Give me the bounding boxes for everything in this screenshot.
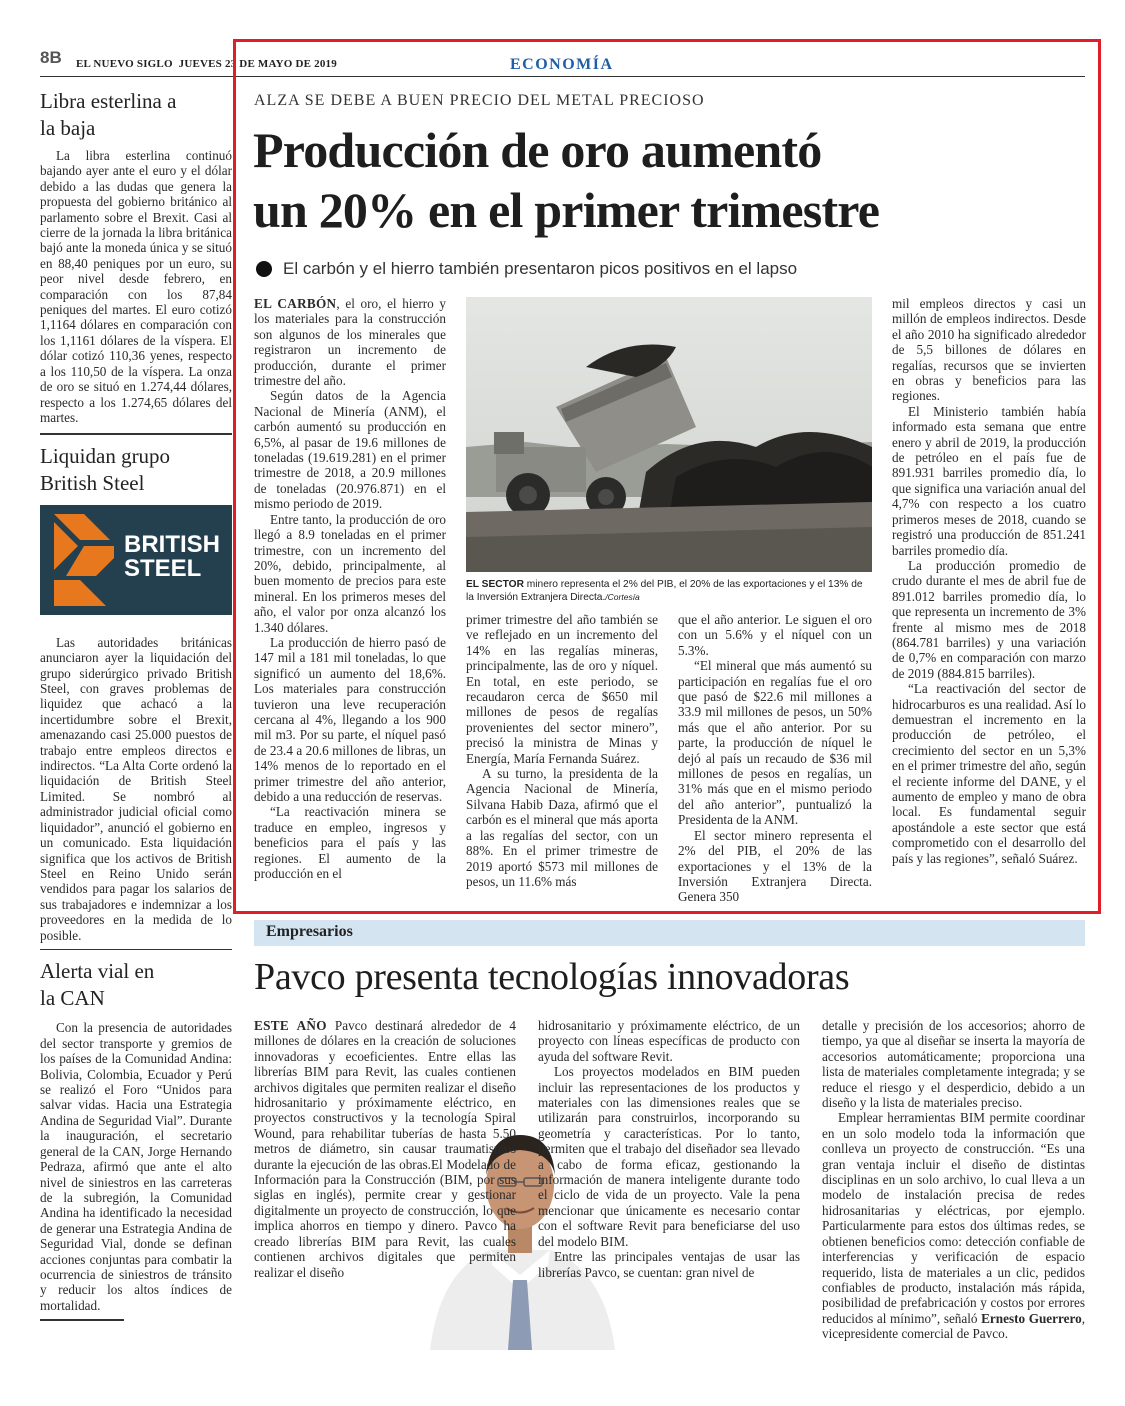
brief-separator: [40, 433, 232, 435]
article-lead: EL CARBÓN: [254, 296, 337, 311]
bullet-icon: [256, 261, 272, 277]
brief-title: Liquidan grupo British Steel: [40, 443, 171, 495]
article-column-2: primer trimestre del año también se ve reflejado en un incremento del 14% en las regalías mineras, principalmente, las de oro y níquel. En total, en este periodo, se recaudaron cerca de $650 mil millones de pesos de regalías provenientes del sector minero”, precisó la ministra de Minas y Energía, María Fernanda Suárez. A su turno, la presidenta de la Agencia Nacional de Minería, Silvana Habib Daza, afirmó que el carbón es el mineral que más aporta a las regalías del sector, con un 88%. En el primer trimestre de 2019 aportó $573 mil millones de pesos, un 11.6% más: [466, 612, 658, 889]
article-subhead: El carbón y el hierro también presentaron picos positivos en el lapso: [283, 259, 798, 278]
logo-text: BRITISH STEEL: [124, 530, 220, 582]
brief-body: Las autoridades británicas anunciaron ayer la liquidación del grupo siderúrgico privado British Steel, con graves problemas de liquidez que achacó a la incertidumbre sobre el Brexit, amenazando casi 25.000 puestos de trabajo entre empleos directos e indirectos. “La Alta Corte ordenó la liquidación de British Steel Limited. Se nombró al administrador judicial oficial como liquidador”, anunció el gobierno en un comunicado. Esta liquidación significa que los activos de British Steel en Reino Unido serán vendidos para pagar los salarios de sus trabajadores e indemnizar a los proveedores en la medida de lo posible.: [40, 634, 232, 943]
paper-dateline: EL NUEVO SIGLO JUEVES 23 DE MAYO DE 2019: [76, 58, 337, 70]
section-title: ECONOMÍA: [510, 56, 614, 73]
brief-body: Con la presencia de autoridades del sector transporte y gremios de los países de la Comunidad Andina: Bolivia, Colombia, Ecuador y Perú se realizó el Foro “Unidos para salvar vidas. Hacia una Estrategia Andina de Seguridad Vial”. Durante la inauguración, el secretario general de la CAN, Jorge Hernando Pedraza, afirmó que ante el alto nivel de siniestros en las carreteras de la subregión, la Comunidad Andina ha identificado la necesidad de generar una Estrategia Andina de Seguridad Vial, donde se definan acciones conjuntas para combatir la ocurrencia de siniestros de tránsito y reducir los altos índices de mortalidad.: [40, 1020, 232, 1313]
mining-photo: [466, 297, 872, 572]
photo-caption: EL SECTOR minero representa el 2% del PIB, el 20% de las exportaciones y el 13% de la Inversión Extranjera Directa./Cortesía: [466, 579, 863, 603]
second-column-1: ESTE AÑO Pavco destinará alrededor de 4 millones de dólares en la creación de soluciones innovadoras y ecoeficientes. Entre ellas las librerías BIM para Revit, las cuales contienen archivos digitales que permiten realizar el diseño hidrosanitario y próximamente eléctrico, en proyectos constructivos y la tecnología Spiral Wound, para rehabilitar tuberías de hasta 5.50 metros de diámetro, sin causar traumatismos durante la ejecución de las obras.El Modelado de Información para la Construcción (BIM, por sus siglas en inglés), permite crear y gestionar digitalmente un proyecto de construcción, lo que implica ahorros en tiempo y dinero. Pavco ha creado librerías BIM para Revit, las cuales contienen archivos digitales que permiten realizar el diseño: [254, 1018, 517, 1280]
article-column-3: que el año anterior. Le siguen el oro con un 5.6% y el níquel con un 5.3%. “El mineral que más aumentó su participación en regalías fue el oro que pasó de $22.6 mil millones a 33.9 mil millones de pesos, un 50% más que el año anterior. Por su parte, la producción de níquel le dejó al país un recaudo de $36 mil millones de pesos en regalías, un 31% más que en el mismo periodo del año anterior”, puntualizó la Presidenta de la ANM. El sector minero representa el 2% del PIB, el 20% de las exportaciones y el 13% de la Inversión Extranjera Directa. Genera 350: [678, 612, 872, 905]
article-kicker: ALZA SE DEBE A BUEN PRECIO DEL METAL PRECIOSO: [254, 92, 705, 109]
quote-signature: Ernesto Guerrero: [981, 1310, 1082, 1326]
second-column-3: detalle y precisión de los accesorios; ahorro de tiempo, ya que al diseñar se inserta la mayoría de accesorios automáticamente; proporciona una lista de materiales completamente integrada; y se reduce el riesgo y el desperdicio, debido a un diseño y la lista de materiales preciso. Emplear herramientas BIM permite coordinar en un solo modelo toda la información que conlleva un proyecto de construcción. “Es una gran ventaja incluir el diseño de distintas disciplinas en un solo archivo, lo cual lleva a un modelo de instalación precisa de redes hidrosanitarias y eléctricas, por ejemplo. Particularmente para estos dos últimas redes, se obtienen beneficios como: detección confiable de interferencias y verificación de espacio requerido, lista de materiales a un clic, pedidos confiables de producto, instalación más rápida, posibilidad de prefabricación y costos por errores reducidos al mínimo”, señaló Ernesto Guerrero, vicepresidente comercial de Pavco.: [822, 1018, 1085, 1342]
second-headline: Pavco presenta tecnologías innovadoras: [254, 956, 850, 998]
article-column-4: mil empleos directos y casi un millón de empleos indirectos. Desde el año 2010 ha significado alrededor de 5,5 billones de dólares en regalías, recursos que se invierten en obras y beneficios para las regiones. El Ministerio también había informado esta semana que entre enero y abril de 2019, la producción de petróleo en el país fue de 891.931 barriles promedio día, lo que significa una variación anual del 4,7% con respecto a los cuatro primeros meses de 2018, cuando se registró una producción de 851.241 barriles promedio día. La producción promedio de crudo durante el mes de abril fue de 891.012 barriles promedio día, lo que representa un incremento de 3% frente al mismo mes de 2018 (864.781 barriles) y una variación de 0,7% en comparación con marzo de 2019 (884.815 barriles). “La reactivación del sector de hidrocarburos es una realidad. Así lo demuestran el incremento en la producción de petróleo, el crecimiento del sector en un 5,3% en el primer trimestre del año, según el reciente informe del DANE, y el aumento de empleo y mano de obra local. Es fundamental seguir apostándole a este sector que está comprometido con el desarrollo del país y las regiones”, señaló Suárez.: [892, 296, 1086, 866]
brief-title: Alerta vial en la CAN: [40, 959, 155, 1011]
british-steel-logo: [40, 505, 232, 615]
article-column-1: EL CARBÓN, el oro, el hierro y los materiales para la construcción son algunos de los minerales que registraron un incremento de producción, durante el primer trimestre del año. Según datos de la Agencia Nacional de Minería (ANM), el carbón aumentó su producción en 6,5%, al pasar de 19.6 millones de toneladas (19.619.281) en el primer trimestre de 2018, a 20.9 millones de toneladas (20.976.871) en el mismo periodo de 2019. Entre tanto, la producción de oro llegó a 8.9 toneladas en el primer trimestre, con un incremento del 20%, debido, principalmente, al buen momento de precios para este mineral. En los primeros meses del año, el valor por onza alcanzó los 1.340 dólares. La producción de hierro pasó de 147 mil a 181 mil toneladas, lo que significó un aumento del 18,6%. Los materiales para construcción tuvieron una leve recuperación cercana al 4%, llegando a los 900 mil m3. Por su parte, el níquel pasó de 23.4 a 20.6 millones de libras, un 14% menos de lo reportado en el primer trimestre del año anterior, debido a una reducción de reservas. “La reactivación minera se traduce en empleo, ingresos y beneficios para el país y las regiones. El aumento de la producción en el: [254, 296, 446, 882]
brief-title: Libra esterlina a la baja: [40, 89, 177, 140]
page-number: 8B: [40, 48, 62, 67]
british-steel-mark-icon: [50, 510, 130, 610]
brief-separator: [40, 949, 232, 951]
section-bar: [254, 920, 1085, 946]
article-headline: Producción de oro aumentó un 20% en el primer trimestre: [253, 122, 880, 238]
second-column-2: hidrosanitario y próximamente eléctrico, de un proyecto con líneas específicas de producto con ayuda del software Revit. Los proyectos modelados en BIM pueden incluir las representaciones de los productos y materiales con las dimensiones reales que se utilizarán para construirlos, incorporando su geometría y características. Por lo tanto, permiten que el trabajo del diseñador sea llevado a cabo de forma eficaz, gestionando la información de manera inteligente durante todo el ciclo de vida de un proyecto. Vale la pena mencionar que únicamente es necesario contar con el software Revit para beneficiarse del uso del modelo BIM. Entre las principales ventajas de usar las librerías Pavco, se cuentan: gran nivel de: [538, 1018, 800, 1280]
section-label: Empresarios: [266, 923, 353, 940]
left-column: [40, 88, 232, 1321]
brief-separator: [40, 1319, 124, 1321]
brief-body: La libra esterlina continuó bajando ayer ante el euro y el dólar debido a las dudas que genera la propuesta del gobierno británico al parlamento sobre el Brexit. Casi al cierre de la jornada la libra británica bajó ante la moneda única y se situó en 88,40 peniques por un euro, su peor nivel desde febrero, en comparación con los 87,84 peniques del martes. El euro cotizó 1,1164 dólares en comparación con los 1,1161 dólares de la víspera. El dólar cotizó 110,36 yenes, respecto a los 110,50 de la víspera. La onza de oro se situó en 1.274,44 dólares, respecto a los 1.274,65 dólares del martes.: [40, 148, 232, 425]
article-lead: ESTE AÑO: [254, 1018, 327, 1033]
